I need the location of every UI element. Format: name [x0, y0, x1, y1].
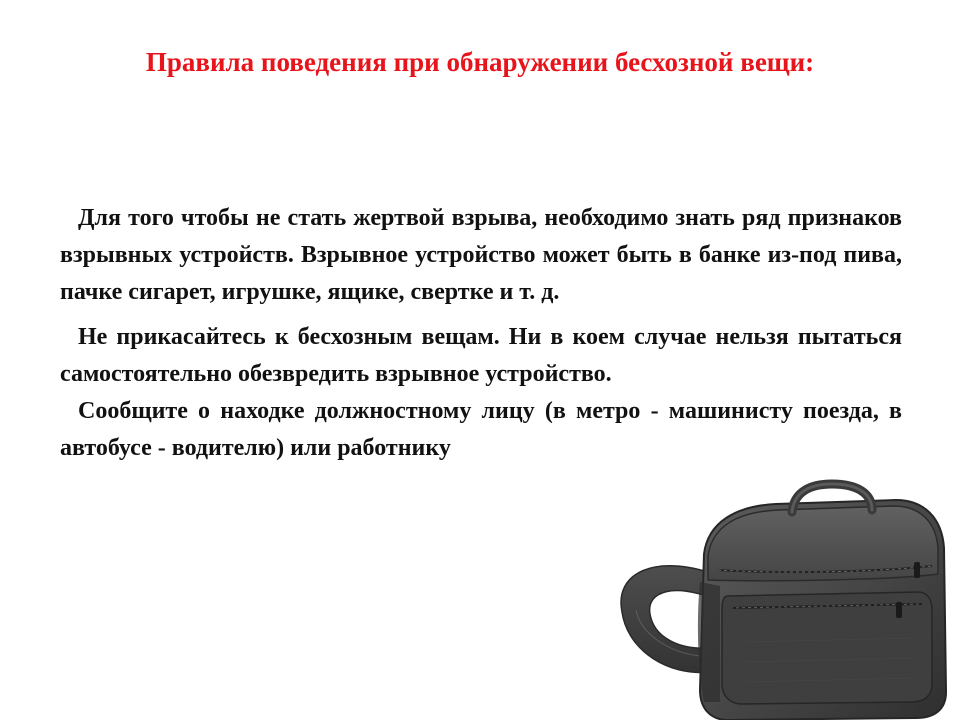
bag-illustration [596, 462, 960, 720]
slide-title: Правила поведения при обнаружении бесхозной вещи: [145, 47, 815, 77]
unattended-bag-image [596, 462, 960, 720]
paragraph-do-not-touch: Не прикасайтесь к бесхозным вещам. Ни в коем случае нельзя пытаться самостоятельно обезвредить взрывное устройство. [60, 324, 902, 387]
paragraph-report-finding: Сообщите о находке должностному лицу (в метро - машинисту поезда, в автобусе - водителю) или работнику [60, 398, 902, 461]
slide-body [60, 200, 902, 467]
paragraph-warning-signs: Для того чтобы не стать жертвой взрыва, необходимо знать ряд признаков взрывных устройств. Взрывное устройство может быть в банке из-под пива, пачке сигарет, игрушке, ящике, свертке и т. д. [60, 205, 902, 305]
